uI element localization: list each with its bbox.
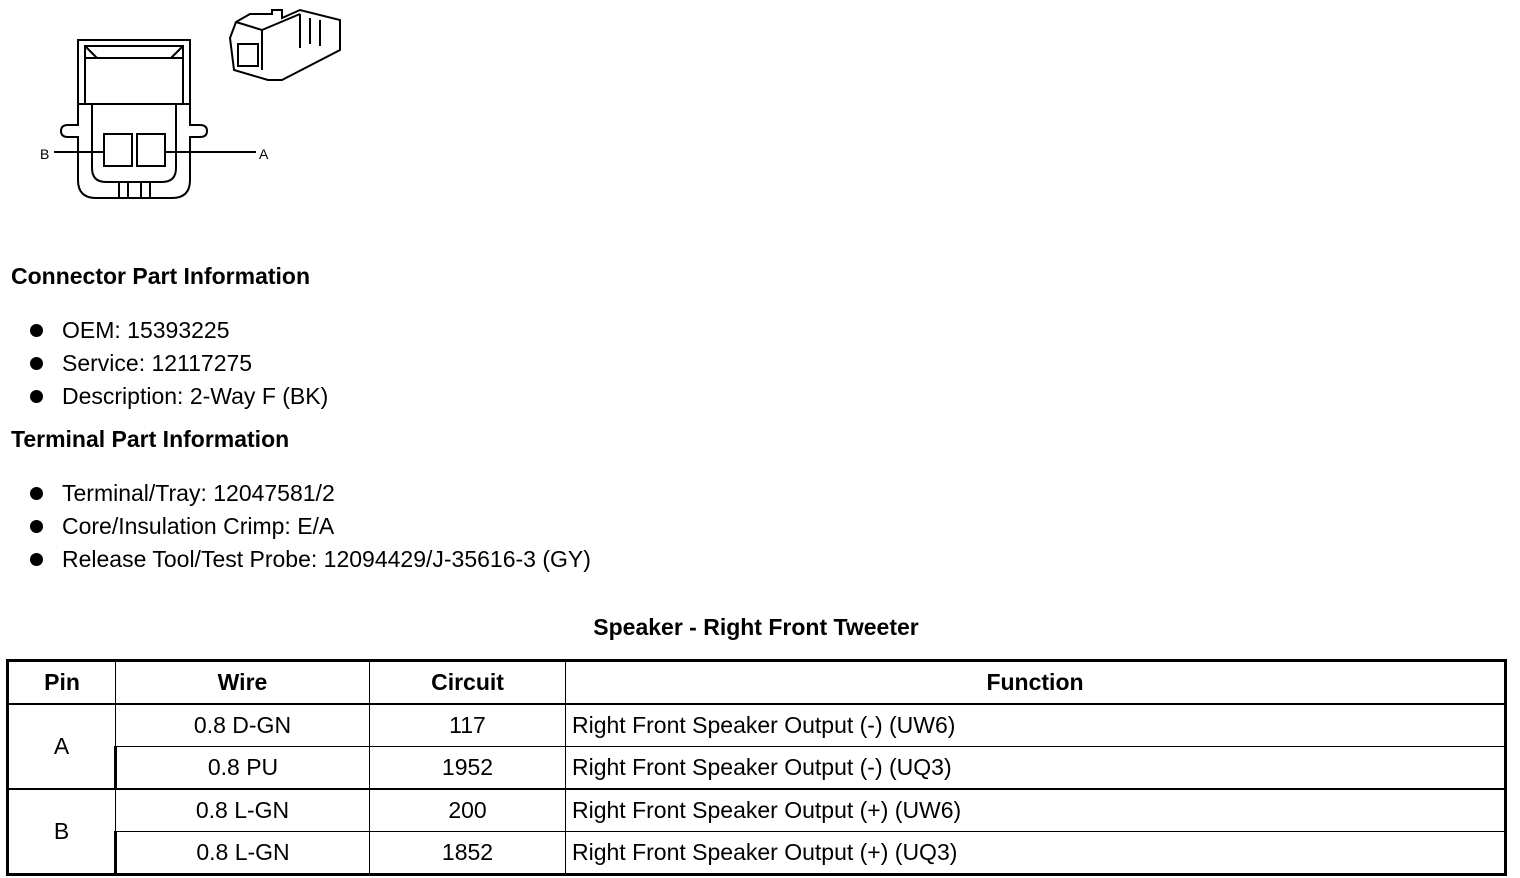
list-item: Description: 2-Way F (BK)	[27, 380, 328, 413]
bullet-icon	[30, 553, 43, 566]
function-cell: Right Front Speaker Output (-) (UW6)	[566, 704, 1506, 747]
connector-part-heading: Connector Part Information	[11, 263, 311, 289]
list-item: OEM: 15393225	[27, 314, 328, 347]
connector-face-view	[54, 40, 256, 198]
pin-cell: A	[8, 704, 116, 789]
list-item: Release Tool/Test Probe: 12094429/J-35616-3 (GY)	[27, 543, 591, 576]
column-header-circuit: Circuit	[370, 661, 566, 705]
bullet-icon	[30, 357, 43, 370]
pin-b-callout: B	[40, 146, 50, 162]
circuit-cell: 1952	[370, 747, 566, 790]
circuit-cell: 117	[370, 704, 566, 747]
terminal-part-list	[27, 477, 591, 576]
circuit-cell: 200	[370, 789, 566, 832]
list-item: Core/Insulation Crimp: E/A	[27, 510, 591, 543]
function-cell: Right Front Speaker Output (+) (UW6)	[566, 789, 1506, 832]
table-row	[8, 704, 1506, 747]
terminal-part-heading: Terminal Part Information	[11, 426, 290, 452]
bullet-icon	[30, 324, 43, 337]
column-header-function: Function	[566, 661, 1506, 705]
connector-diagram	[0, 0, 380, 220]
connector-isometric-view	[230, 10, 340, 80]
wire-cell: 0.8 PU	[116, 747, 370, 790]
wire-cell: 0.8 D-GN	[116, 704, 370, 747]
bullet-icon	[30, 487, 43, 500]
bullet-icon	[30, 520, 43, 533]
wire-cell: 0.8 L-GN	[116, 832, 370, 875]
table-title: Speaker - Right Front Tweeter	[593, 614, 919, 640]
wire-cell: 0.8 L-GN	[116, 789, 370, 832]
table-header-row	[8, 661, 1506, 705]
function-cell: Right Front Speaker Output (-) (UQ3)	[566, 747, 1506, 790]
list-item: Terminal/Tray: 12047581/2	[27, 477, 591, 510]
table-row	[8, 789, 1506, 832]
function-cell: Right Front Speaker Output (+) (UQ3)	[566, 832, 1506, 875]
bullet-icon	[30, 390, 43, 403]
pin-a-callout: A	[259, 146, 269, 162]
circuit-cell: 1852	[370, 832, 566, 875]
pin-cell: B	[8, 789, 116, 875]
table-row	[8, 747, 1506, 790]
table-row	[8, 832, 1506, 875]
list-item: Service: 12117275	[27, 347, 328, 380]
column-header-wire: Wire	[116, 661, 370, 705]
connector-part-list	[27, 314, 328, 413]
column-header-pin: Pin	[8, 661, 116, 705]
pinout-table	[6, 659, 1507, 876]
